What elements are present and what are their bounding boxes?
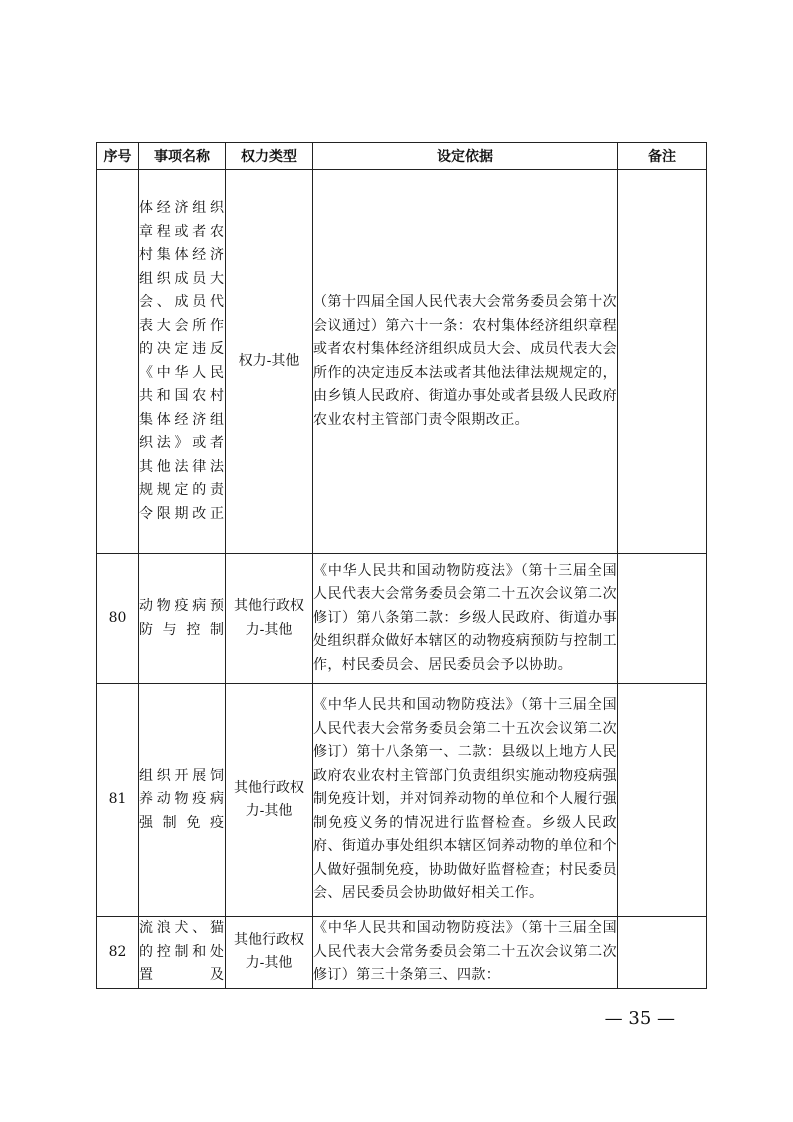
row-basis: 《中华人民共和国动物防疫法》（第十三届全国人民代表大会常务委员会第二十五次会议第二次修订）第三十条第三、四款： — [313, 917, 618, 989]
row-item-name: 流浪犬、猫的控制和处置及 — [139, 917, 226, 989]
table-row — [97, 554, 707, 684]
table-row — [97, 684, 707, 917]
row-power-type: 权力-其他 — [226, 170, 313, 554]
page-number-text: — 35 — — [604, 1008, 675, 1029]
row-remarks — [618, 170, 707, 554]
header-index: 序号 — [97, 143, 139, 170]
row-power-type: 其他行政权力-其他 — [226, 554, 313, 684]
row-basis: （第十四届全国人民代表大会常务委员会第十次会议通过）第六十一条：农村集体经济组织章程或者农村集体经济组织成员大会、成员代表大会所作的决定违反本法或者其他法律法规规定的，由乡镇人民政府、街道办事处或者县级人民政府农业农村主管部门责令限期改正。 — [313, 170, 618, 554]
row-item-name: 动物疫病预防与控制 — [139, 554, 226, 684]
row-remarks — [618, 554, 707, 684]
page-number — [0, 1008, 793, 1029]
row-index: 82 — [97, 917, 139, 989]
row-power-type: 其他行政权力-其他 — [226, 917, 313, 989]
header-basis: 设定依据 — [313, 143, 618, 170]
row-basis: 《中华人民共和国动物防疫法》（第十三届全国人民代表大会常务委员会第二十五次会议第二次修订）第十八条第一、二款：县级以上地方人民政府农业农村主管部门负责组织实施动物疫病强制免疫计划，并对饲养动物的单位和个人履行强制免疫义务的情况进行监督检查。乡级人民政府、街道办事处组织本辖区饲养动物的单位和个人做好强制免疫，协助做好监督检查；村民委员会、居民委员会协助做好相关工作。 — [313, 684, 618, 917]
row-item-name: 组织开展饲养动物疫病强制免疫 — [139, 684, 226, 917]
row-item-name: 体经济组织章程或者农村集体经济组织成员大会、成员代表大会所作的决定违反《中华人民共和国农村集体经济组织法》或者其他法律法规规定的责令限期改正 — [139, 170, 226, 554]
row-index — [97, 170, 139, 554]
table-row — [97, 170, 707, 554]
row-basis: 《中华人民共和国动物防疫法》（第十三届全国人民代表大会常务委员会第二十五次会议第二次修订）第八条第二款：乡级人民政府、街道办事处组织群众做好本辖区的动物疫病预防与控制工作，村民委员会、居民委员会予以协助。 — [313, 554, 618, 684]
table-row — [97, 917, 707, 989]
header-remarks: 备注 — [618, 143, 707, 170]
header-power-type: 权力类型 — [226, 143, 313, 170]
row-remarks — [618, 917, 707, 989]
row-index: 80 — [97, 554, 139, 684]
row-power-type: 其他行政权力-其他 — [226, 684, 313, 917]
row-index: 81 — [97, 684, 139, 917]
header-item-name: 事项名称 — [139, 143, 226, 170]
table-header-row — [97, 143, 707, 170]
row-remarks — [618, 684, 707, 917]
regulation-table — [96, 142, 707, 989]
